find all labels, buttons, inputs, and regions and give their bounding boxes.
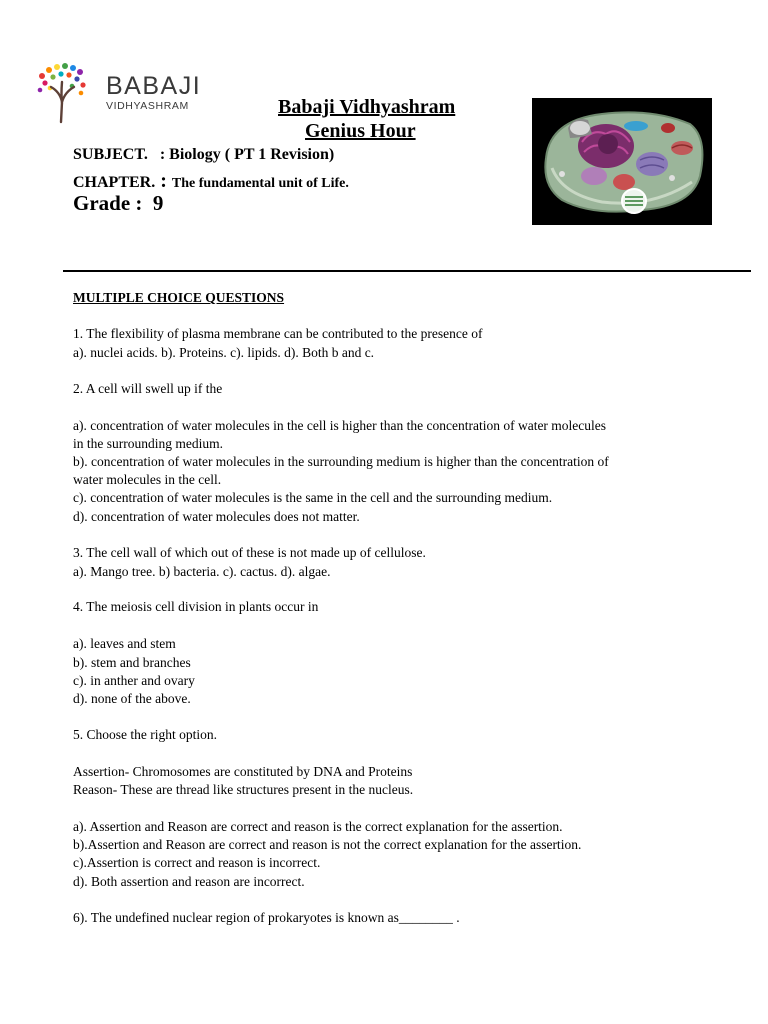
question-4-text: 4. The meiosis cell division in plants occur in	[73, 599, 319, 614]
question-5-text: 5. Choose the right option.	[73, 727, 217, 742]
school-logo	[34, 62, 204, 124]
question-4-option-b: b). stem and branches	[73, 655, 191, 670]
subject-value: : Biology ( PT 1 Revision)	[147, 146, 335, 163]
question-3-options: a). Mango tree. b) bacteria. c). cactus. d). algae.	[73, 564, 331, 579]
question-6-text: 6). The undefined nuclear region of prokaryotes is known as________ .	[73, 910, 460, 925]
question-2-text: 2. A cell will swell up if the	[73, 381, 223, 396]
event-title: Genius Hour	[305, 120, 416, 142]
grade-label: Grade :	[73, 191, 143, 215]
subject-line	[73, 146, 334, 164]
question-4-option-d: d). none of the above.	[73, 691, 191, 706]
question-5-option-c: c).Assertion is correct and reason is incorrect.	[73, 855, 321, 870]
question-2-option-b: b). concentration of water molecules in the surrounding medium is higher than the concentration of	[73, 454, 609, 469]
chapter-colon: :	[155, 170, 172, 192]
question-5-option-d: d). Both assertion and reason are incorrect.	[73, 874, 305, 889]
question-5-option-a: a). Assertion and Reason are correct and reason is the correct explanation for the assertion.	[73, 819, 563, 834]
question-1-text: 1. The flexibility of plasma membrane can be contributed to the presence of	[73, 326, 483, 341]
question-3-text: 3. The cell wall of which out of these is not made up of cellulose.	[73, 545, 426, 560]
grade-line	[73, 191, 163, 216]
chapter-value: The fundamental unit of Life.	[171, 176, 349, 191]
question-2-option-d: d). concentration of water molecules does not matter.	[73, 509, 360, 524]
section-title: MULTIPLE CHOICE QUESTIONS	[73, 290, 285, 305]
question-2-option-b-cont: water molecules in the cell.	[73, 472, 222, 487]
question-5-assertion: Assertion- Chromosomes are constituted by DNA and Proteins	[73, 764, 413, 779]
chapter-line	[73, 170, 349, 193]
question-2-option-a-cont: in the surrounding medium.	[73, 436, 223, 451]
subject-label: SUBJECT.	[73, 146, 148, 163]
chapter-label: CHAPTER.	[73, 174, 156, 191]
tree-logo-icon	[34, 62, 94, 124]
question-5-option-b: b).Assertion and Reason are correct and reason is not the correct explanation for the assertion.	[73, 837, 582, 852]
cell-diagram-icon	[532, 98, 712, 225]
question-2-option-c: c). concentration of water molecules is the same in the cell and the surrounding medium.	[73, 490, 553, 505]
question-1-options: a). nuclei acids. b). Proteins. c). lipids. d). Both b and c.	[73, 345, 375, 360]
grade-value: 9	[142, 191, 164, 215]
question-4-option-c: c). in anther and ovary	[73, 673, 195, 688]
animal-cell-illustration	[532, 98, 712, 225]
logo-subtitle: VIDHYASHRAM	[106, 100, 189, 112]
header-divider	[63, 270, 751, 272]
school-title: Babaji Vidhyashram	[278, 96, 456, 118]
question-2-option-a: a). concentration of water molecules in the cell is higher than the concentration of water molecules	[73, 418, 607, 433]
question-5-reason: Reason- These are thread like structures present in the nucleus.	[73, 782, 414, 797]
logo-name: BABAJI	[106, 72, 202, 100]
question-4-option-a: a). leaves and stem	[73, 636, 176, 651]
